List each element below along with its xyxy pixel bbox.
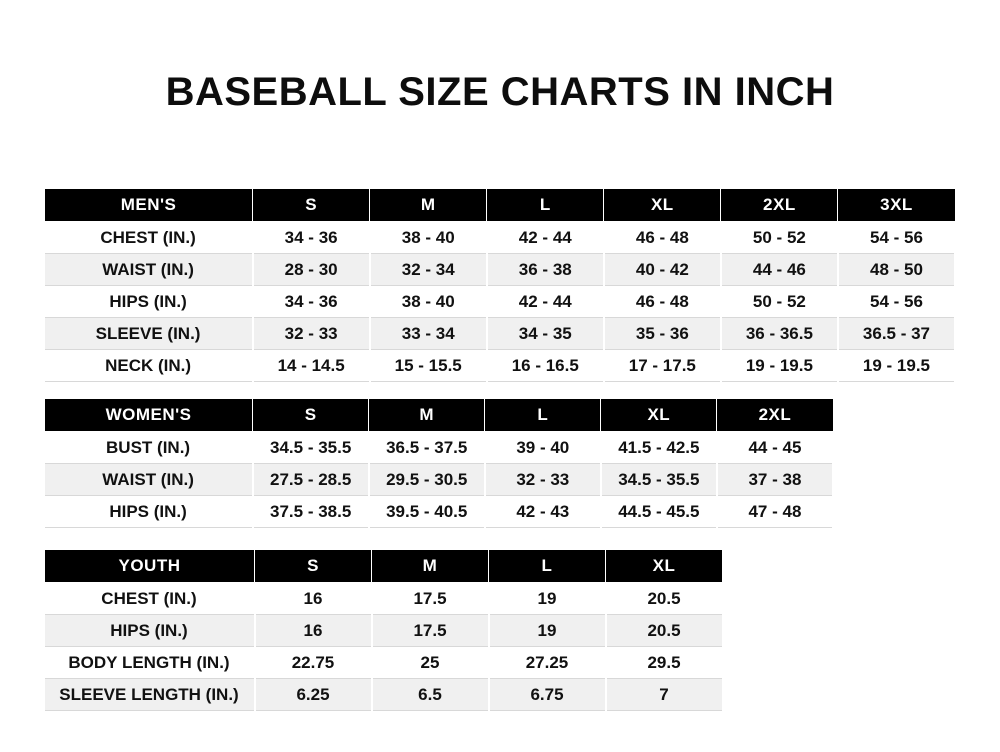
table-cell: 34 - 36 (253, 286, 370, 318)
table-cell: 39 - 40 (485, 432, 601, 464)
table-cell: 17.5 (372, 583, 489, 615)
table-cell: 36 - 38 (487, 254, 604, 286)
row-label: SLEEVE (IN.) (45, 318, 253, 350)
table-row (45, 350, 956, 382)
table-cell: 34 - 36 (253, 222, 370, 254)
table-cell: 46 - 48 (604, 286, 721, 318)
row-label: SLEEVE LENGTH (IN.) (45, 679, 255, 711)
table-cell: 50 - 52 (721, 286, 838, 318)
youth-header-xl: XL (606, 550, 723, 583)
table-cell: 34.5 - 35.5 (253, 432, 369, 464)
table-cell: 34 - 35 (487, 318, 604, 350)
table-cell: 39.5 - 40.5 (369, 496, 485, 528)
row-label: WAIST (IN.) (45, 464, 253, 496)
table-row (45, 583, 723, 615)
row-label: CHEST (IN.) (45, 583, 255, 615)
table-cell: 6.5 (372, 679, 489, 711)
womens-header-2xl: 2XL (717, 399, 833, 432)
mens-size-table-container (44, 188, 956, 382)
table-cell: 28 - 30 (253, 254, 370, 286)
table-cell: 48 - 50 (838, 254, 955, 286)
table-row (45, 496, 834, 528)
mens-header-xl: XL (604, 189, 721, 222)
womens-size-table-container (44, 398, 834, 528)
womens-header-l: L (485, 399, 601, 432)
table-cell: 14 - 14.5 (253, 350, 370, 382)
youth-header-l: L (489, 550, 606, 583)
youth-header-m: M (372, 550, 489, 583)
youth-size-table (44, 549, 724, 711)
table-cell: 32 - 34 (370, 254, 487, 286)
table-header-row (45, 399, 834, 432)
table-cell: 29.5 - 30.5 (369, 464, 485, 496)
mens-header-s: S (253, 189, 370, 222)
table-cell: 37 - 38 (717, 464, 833, 496)
table-cell: 25 (372, 647, 489, 679)
table-cell: 38 - 40 (370, 286, 487, 318)
table-cell: 16 - 16.5 (487, 350, 604, 382)
table-cell: 36.5 - 37.5 (369, 432, 485, 464)
table-cell: 42 - 43 (485, 496, 601, 528)
table-cell: 6.75 (489, 679, 606, 711)
womens-size-table (44, 398, 834, 528)
table-cell: 44.5 - 45.5 (601, 496, 717, 528)
mens-header-3xl: 3XL (838, 189, 955, 222)
table-cell: 35 - 36 (604, 318, 721, 350)
table-cell: 42 - 44 (487, 286, 604, 318)
table-cell: 22.75 (255, 647, 372, 679)
womens-header-label: WOMEN'S (45, 399, 253, 432)
table-cell: 16 (255, 615, 372, 647)
table-row (45, 222, 956, 254)
row-label: BODY LENGTH (IN.) (45, 647, 255, 679)
table-cell: 34.5 - 35.5 (601, 464, 717, 496)
mens-header-label: MEN'S (45, 189, 253, 222)
table-row (45, 318, 956, 350)
table-cell: 20.5 (606, 615, 723, 647)
table-cell: 27.25 (489, 647, 606, 679)
table-cell: 42 - 44 (487, 222, 604, 254)
table-header-row (45, 550, 723, 583)
table-row (45, 464, 834, 496)
table-cell: 36 - 36.5 (721, 318, 838, 350)
table-row (45, 254, 956, 286)
table-cell: 7 (606, 679, 723, 711)
womens-header-m: M (369, 399, 485, 432)
mens-size-table (44, 188, 956, 382)
table-row (45, 432, 834, 464)
table-cell: 19 (489, 583, 606, 615)
table-cell: 33 - 34 (370, 318, 487, 350)
table-cell: 40 - 42 (604, 254, 721, 286)
table-cell: 15 - 15.5 (370, 350, 487, 382)
womens-table-body (45, 432, 834, 528)
table-cell: 47 - 48 (717, 496, 833, 528)
table-row (45, 647, 723, 679)
womens-table-header (45, 399, 834, 432)
table-cell: 44 - 46 (721, 254, 838, 286)
youth-size-table-container (44, 549, 722, 711)
table-cell: 54 - 56 (838, 286, 955, 318)
mens-header-l: L (487, 189, 604, 222)
womens-header-xl: XL (601, 399, 717, 432)
table-cell: 19 - 19.5 (721, 350, 838, 382)
mens-table-header (45, 189, 956, 222)
row-label: NECK (IN.) (45, 350, 253, 382)
table-cell: 20.5 (606, 583, 723, 615)
youth-table-body (45, 583, 723, 711)
table-row (45, 679, 723, 711)
table-cell: 32 - 33 (485, 464, 601, 496)
row-label: HIPS (IN.) (45, 496, 253, 528)
table-row (45, 615, 723, 647)
table-cell: 32 - 33 (253, 318, 370, 350)
youth-header-label: YOUTH (45, 550, 255, 583)
table-cell: 36.5 - 37 (838, 318, 955, 350)
row-label: HIPS (IN.) (45, 286, 253, 318)
mens-header-m: M (370, 189, 487, 222)
mens-header-2xl: 2XL (721, 189, 838, 222)
youth-header-s: S (255, 550, 372, 583)
table-cell: 16 (255, 583, 372, 615)
youth-table-header (45, 550, 723, 583)
table-cell: 41.5 - 42.5 (601, 432, 717, 464)
table-header-row (45, 189, 956, 222)
table-cell: 50 - 52 (721, 222, 838, 254)
table-cell: 46 - 48 (604, 222, 721, 254)
table-cell: 6.25 (255, 679, 372, 711)
table-cell: 54 - 56 (838, 222, 955, 254)
table-cell: 37.5 - 38.5 (253, 496, 369, 528)
mens-table-body (45, 222, 956, 382)
table-cell: 17 - 17.5 (604, 350, 721, 382)
table-row (45, 286, 956, 318)
womens-header-s: S (253, 399, 369, 432)
table-cell: 29.5 (606, 647, 723, 679)
table-cell: 38 - 40 (370, 222, 487, 254)
table-cell: 19 - 19.5 (838, 350, 955, 382)
row-label: CHEST (IN.) (45, 222, 253, 254)
row-label: WAIST (IN.) (45, 254, 253, 286)
table-cell: 19 (489, 615, 606, 647)
row-label: BUST (IN.) (45, 432, 253, 464)
page-title: BASEBALL SIZE CHARTS IN INCH (165, 70, 835, 114)
table-cell: 44 - 45 (717, 432, 833, 464)
table-cell: 17.5 (372, 615, 489, 647)
row-label: HIPS (IN.) (45, 615, 255, 647)
table-cell: 27.5 - 28.5 (253, 464, 369, 496)
